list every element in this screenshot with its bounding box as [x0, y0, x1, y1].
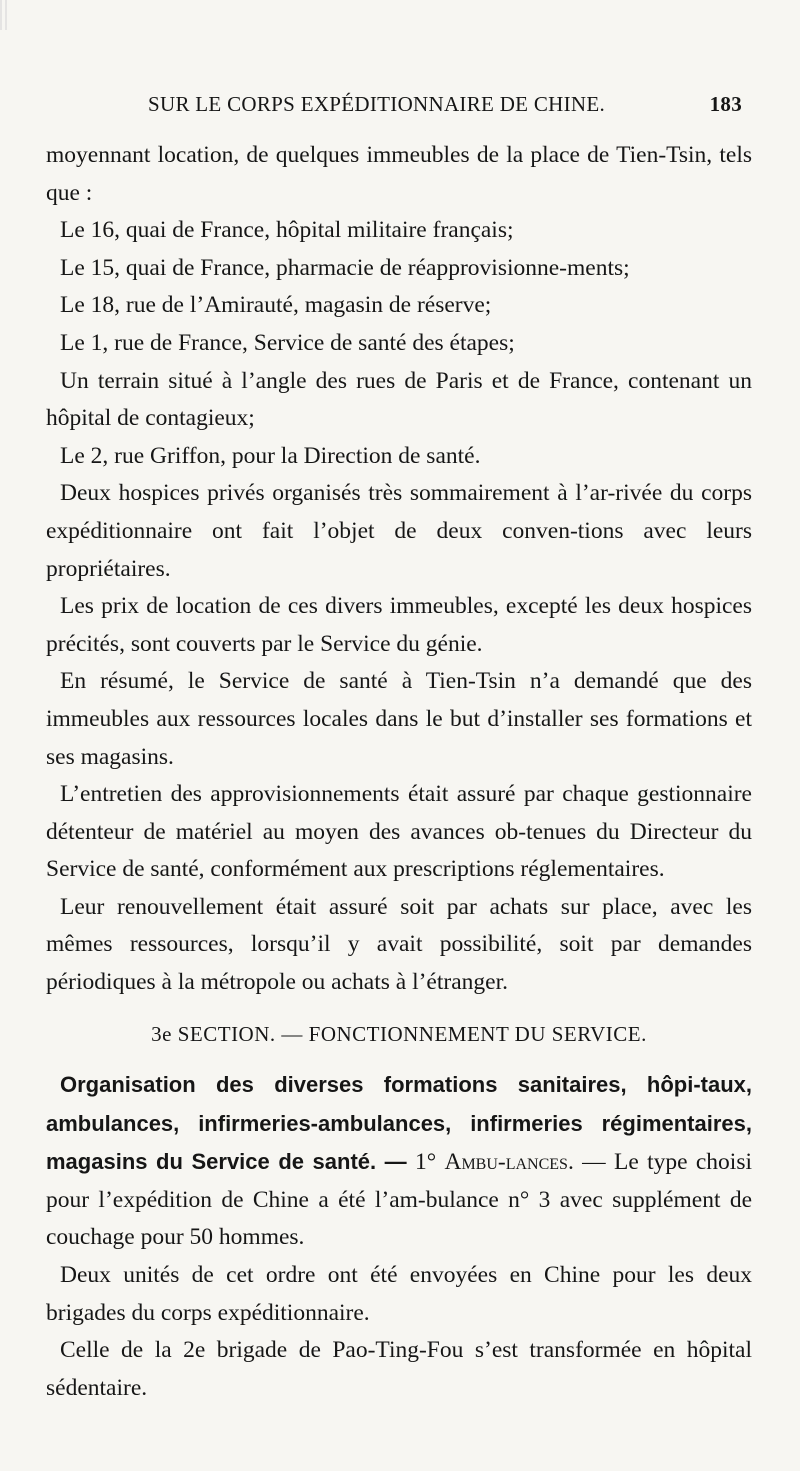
paragraph: Un terrain situé à l’angle des rues de Paris et de France, contenant un hôpital de contagieux; — [46, 367, 752, 432]
scan-edge-mark — [0, 0, 40, 30]
running-title: SUR LE CORPS EXPÉDITIONNAIRE DE CHINE. — [148, 92, 606, 116]
paragraph: Celle de la 2e brigade de Pao-Ting-Fou s’est transformée en hôpital sédentaire. — [46, 1337, 752, 1401]
paragraph: L’entretien des approvisionnements était assuré par chaque gestionnaire détenteur de matériel au moyen des avances ob-tenues du Directeur du Service de santé, conformément aux prescriptions réglementaires. — [46, 781, 752, 883]
paragraph: Le 18, rue de l’Amirauté, magasin de réserve; — [60, 292, 492, 319]
section-heading: 3e SECTION. — FONCTIONNEMENT DU SERVICE. — [151, 1022, 647, 1046]
paragraph: moyennant location, de quelques immeubles de la place de Tien-Tsin, tels que : — [46, 142, 752, 206]
section-lead-rest: — Le type choisi pour l’expédition de Chine a été l’am-bulance n° 3 avec supplément de couchage pour 50 hommes. — [46, 1149, 752, 1251]
paragraph: Le 16, quai de France, hôpital militaire français; — [60, 217, 514, 244]
section-lead-number: 1° — [415, 1149, 445, 1176]
section-lead-smallcaps: Ambu-lances. — [444, 1149, 574, 1176]
running-header — [148, 92, 742, 122]
paragraph: Le 2, rue Griffon, pour la Direction de santé. — [60, 442, 481, 469]
section-lead-paragraph — [46, 1066, 752, 1257]
paragraph: Les prix de location de ces divers immeubles, excepté les deux hospices précités, sont couverts par le Service du génie. — [46, 593, 752, 657]
main-text — [46, 137, 752, 1002]
paragraph: Leur renouvellement était assuré soit par achats sur place, avec les mêmes ressources, lorsqu’il y avait possibilité, soit par demandes périodiques à la métropole ou achats à l’étranger. — [46, 893, 752, 996]
page-number: 183 — [709, 92, 742, 116]
paragraph: Deux unités de cet ordre ont été envoyées en Chine pour les deux brigades du corps expéditionnaire. — [46, 1261, 752, 1326]
paragraph: Deux hospices privés organisés très sommairement à l’ar-rivée du corps expéditionnaire ont fait l’objet de deux conven-tions avec leurs propriétaires. — [46, 480, 752, 582]
paragraph: Le 15, quai de France, pharmacie de réapprovisionne-ments; — [60, 254, 630, 281]
paragraph: En résumé, le Service de santé à Tien-Tsin n’a demandé que des immeubles aux ressources locales dans le but d’installer ses formations et ses magasins. — [46, 668, 752, 770]
section-lead-bold: Organisation des diverses formations sanitaires, hôpi-taux, ambulances, infirmeries-ambulances, infirmeries régimentaires, magasins du Service de santé. — — [46, 1072, 752, 1175]
paragraph: Le 1, rue de France, Service de santé des étapes; — [60, 329, 515, 356]
section-text — [46, 1066, 752, 1407]
